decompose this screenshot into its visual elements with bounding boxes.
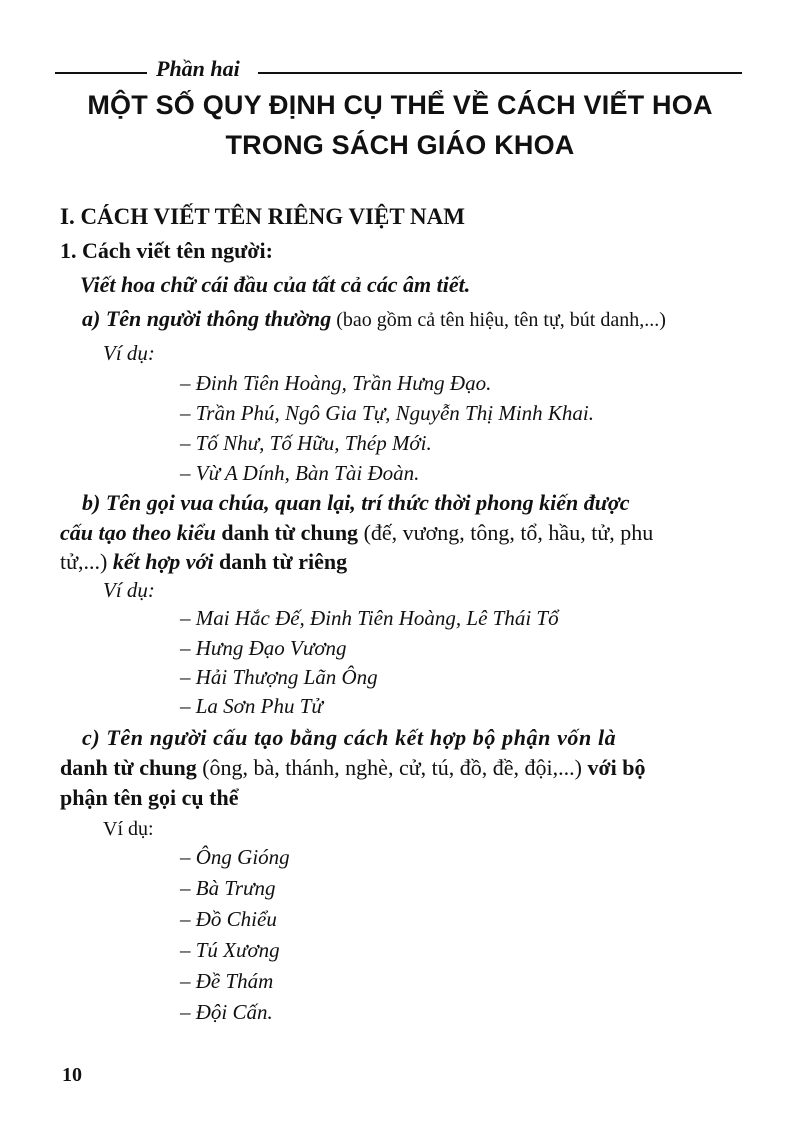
section-heading: I. CÁCH VIẾT TÊN RIÊNG VIỆT NAM xyxy=(60,204,465,229)
page-title-line1: MỘT SỐ QUY ĐỊNH CỤ THỂ VỀ CÁCH VIẾT HOA xyxy=(87,90,713,120)
item-b-line3-italic: kết hợp với xyxy=(112,549,214,574)
item-b-line1: b) Tên gọi vua chúa, quan lại, trí thức thời phong kiến được xyxy=(82,490,630,515)
list-item: – Vừ A Dính, Bàn Tài Đoàn. xyxy=(180,461,420,485)
item-c-line2 xyxy=(60,755,646,781)
item-a-rest: (bao gồm cả tên hiệu, tên tự, bút danh,...) xyxy=(331,309,666,331)
example-label-b: Ví dụ: xyxy=(103,578,155,602)
item-b-line2-rest: (đế, vương, tông, tổ, hầu, tử, phu xyxy=(358,520,654,545)
item-a-line xyxy=(82,306,666,332)
item-c-line2-bold: danh từ chung xyxy=(60,755,197,780)
list-item: – Hải Thượng Lãn Ông xyxy=(180,665,378,689)
page-title-line2: TRONG SÁCH GIÁO KHOA xyxy=(225,130,575,160)
item-b-line2-italic: cấu tạo theo kiểu xyxy=(60,520,216,545)
item-b-line3 xyxy=(60,549,347,575)
list-item: – Bà Trưng xyxy=(180,876,276,900)
item-b-line3-pre: tử,...) xyxy=(60,549,113,574)
item-a-label: a) Tên người thông thường xyxy=(82,306,332,331)
part-label: Phần hai xyxy=(156,56,240,81)
list-item: – Hưng Đạo Vương xyxy=(180,636,347,660)
list-item: – Đội Cấn. xyxy=(180,1000,273,1024)
page-number: 10 xyxy=(62,1064,82,1086)
list-item: – Ông Gióng xyxy=(180,845,290,869)
item-b-line2 xyxy=(60,520,653,546)
header-rule-right xyxy=(258,72,742,74)
item-c-line2-rest: (ông, bà, thánh, nghè, cử, tú, đồ, đề, đội,...) xyxy=(196,755,588,780)
rule-text: Viết hoa chữ cái đầu của tất cả các âm tiết. xyxy=(80,272,471,297)
example-label-c: Ví dụ: xyxy=(103,818,154,840)
item-b-line3-bold: danh từ riêng xyxy=(213,549,348,574)
list-item: – Đề Thám xyxy=(180,969,274,993)
list-item: – Tố Như, Tố Hữu, Thép Mới. xyxy=(180,431,432,455)
example-label-a: Ví dụ: xyxy=(103,341,155,365)
list-item: – Trần Phú, Ngô Gia Tự, Nguyễn Thị Minh Khai. xyxy=(180,401,594,425)
list-item: – La Sơn Phu Tử xyxy=(180,694,323,718)
item-c-line2-bold2: với bộ xyxy=(587,755,646,780)
list-item: – Tú Xương xyxy=(180,938,280,962)
header-rule-left xyxy=(55,72,147,74)
item-b-line2-bold: danh từ chung xyxy=(215,520,359,545)
item-c-line1: c) Tên người cấu tạo bằng cách kết hợp bộ phận vốn là xyxy=(82,725,617,750)
item-c-line3: phận tên gọi cụ thể xyxy=(60,785,239,810)
sub-heading: 1. Cách viết tên người: xyxy=(60,238,273,263)
list-item: – Mai Hắc Đế, Đinh Tiên Hoàng, Lê Thái Tổ xyxy=(180,606,559,630)
list-item: – Đinh Tiên Hoàng, Trần Hưng Đạo. xyxy=(180,371,492,395)
list-item: – Đồ Chiểu xyxy=(180,907,277,931)
